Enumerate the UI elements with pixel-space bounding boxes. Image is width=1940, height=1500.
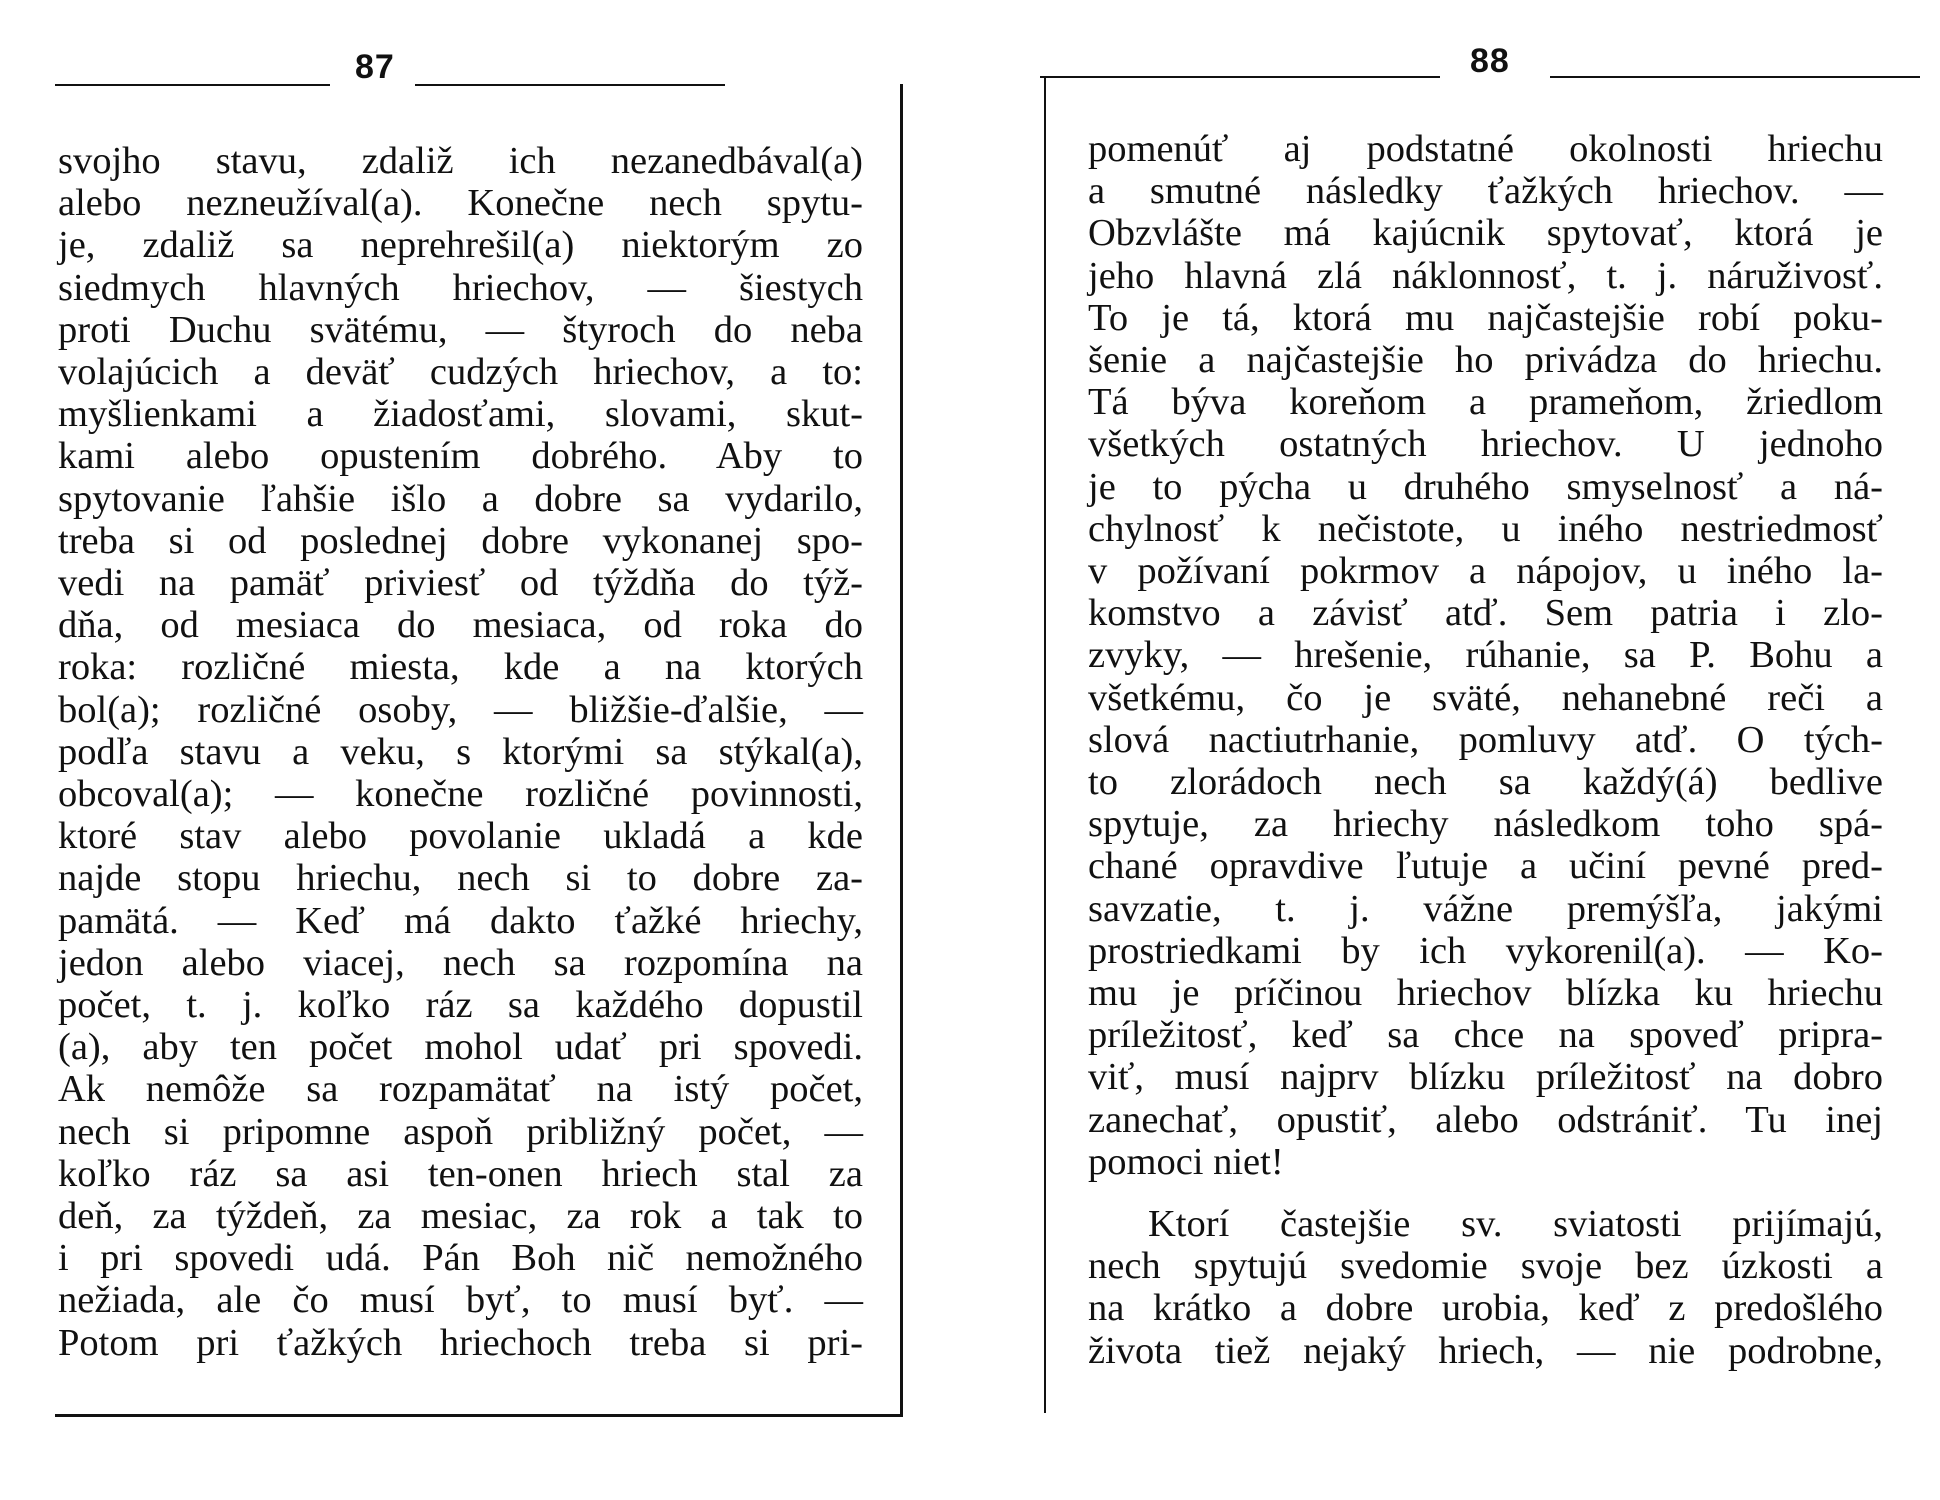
text-line: dňa, od mesiaca do mesiaca, od roka do — [58, 604, 863, 647]
text-line: Ktorí častejšie sv. sviatosti prijímajú, — [1148, 1203, 1883, 1246]
text-line: viť, musí najprv blízku príležitosť na dobro — [1088, 1056, 1883, 1099]
text-line: nežiada, ale čo musí byť, to musí byť. — — [58, 1279, 863, 1322]
text-line: vedi na pamäť priviesť od týždňa do týž- — [58, 562, 863, 605]
text-line: To je tá, ktorá mu najčastejšie robí poku- — [1088, 296, 1883, 339]
page-frame-bottom — [55, 1414, 903, 1417]
text-line: deň, za týždeň, za mesiac, za rok a tak to — [58, 1195, 863, 1238]
text-line: v požívaní pokrmov a nápojov, u iného la- — [1088, 550, 1883, 593]
right-page — [1030, 0, 1940, 1500]
paragraph-gap — [1088, 1183, 1883, 1203]
text-line: to zlorádoch nech sa každý(á) bedlive — [1088, 761, 1883, 804]
text-line: myšlienkami a žiadosťami, slovami, skut- — [58, 393, 863, 436]
text-line: slová nactiutrhanie, pomluvy atď. O tých- — [1088, 718, 1883, 761]
text-line: siedmych hlavných hriechov, — šiestych — [58, 266, 863, 309]
text-line: života tiež nejaký hriech, — nie podrobne, — [1088, 1329, 1883, 1372]
text-line: spytuje, za hriechy následkom toho spá- — [1088, 803, 1883, 846]
text-line: je to pýcha u druhého smyselnosť a ná- — [1088, 465, 1883, 508]
header-rule-left — [55, 84, 330, 86]
text-line: roka: rozličné miesta, kde a na ktorých — [58, 646, 863, 689]
text-line: nech si pripomne aspoň približný počet, — — [58, 1110, 863, 1153]
text-line: i pri spovedi udá. Pán Boh nič nemožného — [58, 1237, 863, 1280]
text-line: chylnosť k nečistote, u iného nestriedmosť — [1088, 507, 1883, 550]
text-line: najde stopu hriechu, nech si to dobre za- — [58, 857, 863, 900]
text-line: prostriedkami by ich vykorenil(a). — Ko- — [1088, 929, 1883, 972]
text-line: (a), aby ten počet mohol udať pri spovedi. — [58, 1026, 863, 1069]
text-line: na krátko a dobre urobia, keď z predošlého — [1088, 1287, 1883, 1330]
page-frame-edge — [900, 84, 903, 1416]
left-page-header — [55, 48, 903, 108]
text-line: koľko ráz sa asi ten-onen hriech stal za — [58, 1152, 863, 1195]
text-line: mu je príčinou hriechov blízka ku hriechu — [1088, 972, 1883, 1015]
text-line: bol(a); rozličné osoby, — bližšie-ďalšie, — — [58, 688, 863, 731]
page-number: 87 — [355, 48, 395, 86]
text-line: Ak nemôže sa rozpamätať na istý počet, — [58, 1068, 863, 1111]
text-line: počet, t. j. koľko ráz sa každého dopustil — [58, 984, 863, 1027]
text-line: pomoci niet! — [1088, 1140, 1284, 1183]
right-page-header — [1040, 42, 1920, 108]
text-line: Obzvlášte má kajúcnik spytovať, ktorá je — [1088, 212, 1883, 255]
text-line: treba si od poslednej dobre vykonanej spo- — [58, 519, 863, 562]
text-line: kami alebo opustením dobrého. Aby to — [58, 435, 863, 478]
left-page — [0, 0, 920, 1500]
paragraph — [1088, 128, 1883, 1183]
page-frame-edge — [1044, 78, 1046, 1413]
left-page-text — [58, 140, 863, 1364]
text-line: volajúcich a deväť cudzých hriechov, a to: — [58, 351, 863, 394]
text-line: príležitosť, keď sa chce na spoveď pripra- — [1088, 1014, 1883, 1057]
text-line: pamätá. — Keď má dakto ťažké hriechy, — [58, 899, 863, 942]
header-rule-right — [415, 84, 725, 86]
header-rule-right — [1550, 76, 1920, 78]
text-line: podľa stavu a veku, s ktorými sa stýkal(a), — [58, 730, 863, 773]
text-line: zanechať, opustiť, alebo odstrániť. Tu inej — [1088, 1098, 1883, 1141]
text-line: šenie a najčastejšie ho privádza do hriechu. — [1088, 339, 1883, 382]
text-line: ktoré stav alebo povolanie ukladá a kde — [58, 815, 863, 858]
page-number: 88 — [1470, 42, 1510, 80]
text-line: a smutné následky ťažkých hriechov. — — [1088, 170, 1883, 213]
text-line: zvyky, — hrešenie, rúhanie, sa P. Bohu a — [1088, 634, 1883, 677]
text-line: Tá býva koreňom a prameňom, žriedlom — [1088, 381, 1883, 424]
text-line: jeho hlavná zlá náklonnosť, t. j. náruživosť. — [1088, 254, 1883, 297]
text-line: svojho stavu, zdaliž ich nezanedbával(a) — [58, 140, 863, 182]
paragraph — [1088, 1203, 1883, 1372]
text-line: jedon alebo viacej, nech sa rozpomína na — [58, 941, 863, 984]
text-line: Potom pri ťažkých hriechoch treba si pri- — [58, 1321, 863, 1364]
text-line: alebo nezneužíval(a). Konečne nech spytu- — [58, 182, 863, 225]
text-line: spytovanie ľahšie išlo a dobre sa vydarilo, — [58, 477, 863, 520]
text-line: nech spytujú svedomie svoje bez úzkosti a — [1088, 1245, 1883, 1288]
text-line: chané opravdive ľutuje a učiní pevné pred- — [1088, 845, 1883, 888]
right-page-text — [1088, 128, 1883, 1372]
text-line: komstvo a závisť atď. Sem patria i zlo- — [1088, 592, 1883, 635]
text-line: pomenúť aj podstatné okolnosti hriechu — [1088, 128, 1883, 170]
text-line: všetkých ostatných hriechov. U jednoho — [1088, 423, 1883, 466]
text-line: savzatie, t. j. vážne premýšľa, jakými — [1088, 887, 1883, 930]
text-line: všetkému, čo je sväté, nehanebné reči a — [1088, 676, 1883, 719]
header-rule-left — [1040, 76, 1440, 78]
text-line: proti Duchu svätému, — štyroch do neba — [58, 308, 863, 351]
text-line: obcoval(a); — konečne rozličné povinnosti, — [58, 773, 863, 816]
text-line: je, zdaliž sa neprehrešil(a) niektorým zo — [58, 224, 863, 267]
